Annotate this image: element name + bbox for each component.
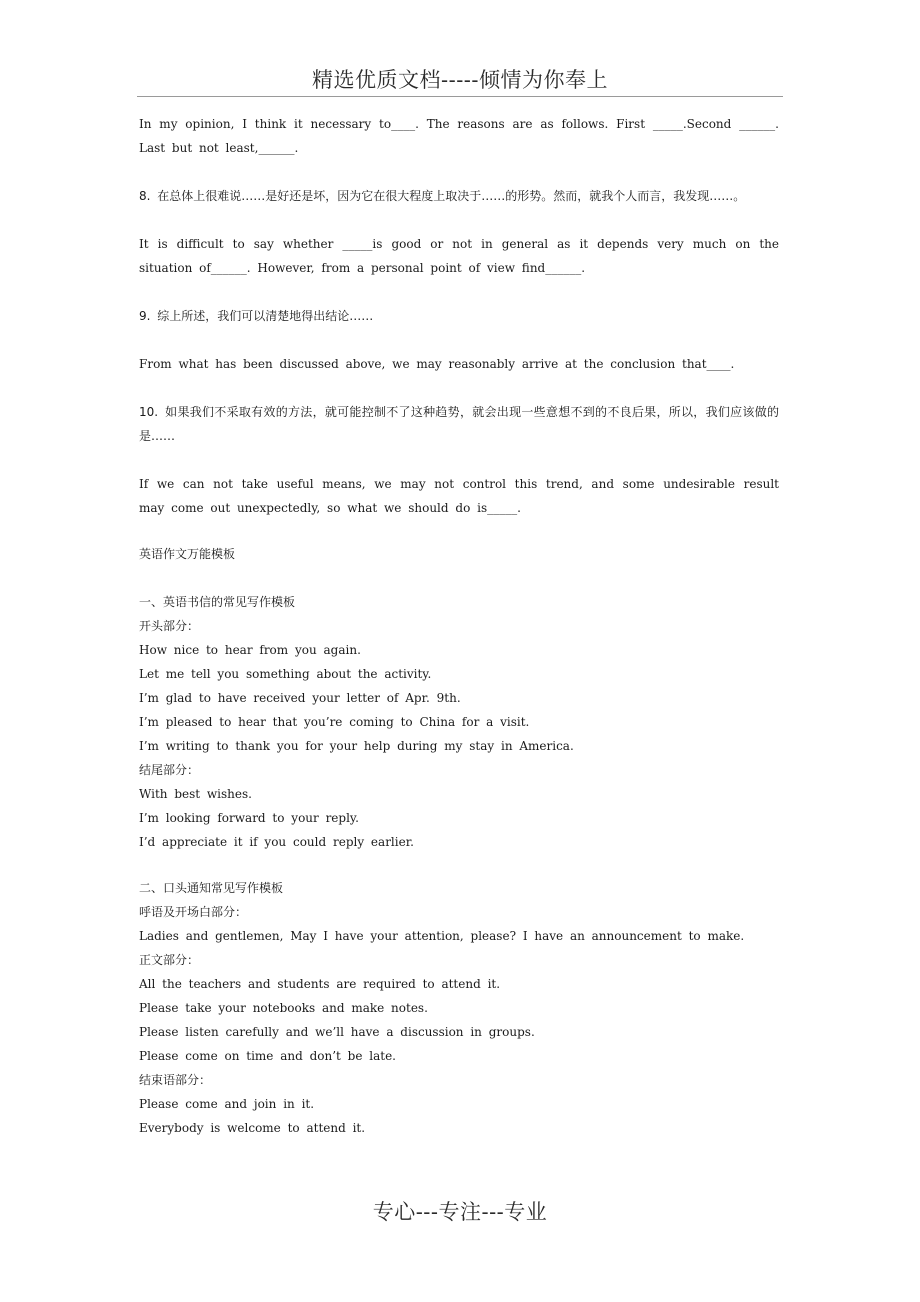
letter-closing-line: I’m looking forward to your reply. — [139, 811, 359, 825]
page-header: 精选优质文档-----倾情为你奉上 — [312, 68, 608, 92]
letter-closing-line: I’d appreciate it if you could reply earlier. — [139, 835, 414, 849]
item-8-chinese: 8. 在总体上很难说……是好还是坏，因为它在很大程度上取决于……的形势。然而，就我个人而言，我发现……。 — [139, 189, 746, 203]
letter-closing-line: With best wishes. — [139, 787, 252, 801]
section-title: 英语作文万能模板 — [139, 547, 236, 561]
letter-opening-label: 开头部分： — [139, 619, 200, 633]
header-divider — [137, 96, 783, 97]
notice-greeting-label: 呼语及开场白部分： — [139, 905, 248, 919]
letter-opening-line: I’m glad to have received your letter of Apr. 9th. — [139, 691, 461, 705]
letter-heading: 一、英语书信的常见写作模板 — [139, 595, 296, 609]
document-body — [139, 112, 779, 1140]
notice-ending-line: Everybody is welcome to attend it. — [139, 1121, 366, 1135]
notice-greeting-line: Ladies and gentlemen, May I have your attention, please? I have an announcement to make. — [139, 929, 745, 943]
letter-opening-line: I’m pleased to hear that you’re coming to China for a visit. — [139, 715, 530, 729]
letter-opening-line: Let me tell you something about the activity. — [139, 667, 432, 681]
notice-body-label: 正文部分： — [139, 953, 200, 967]
item-10-chinese: 10. 如果我们不采取有效的方法，就可能控制不了这种趋势，就会出现一些意想不到的不良后果，所以，我们应该做的是…… — [139, 405, 779, 443]
notice-body-line: Please come on time and don’t be late. — [139, 1049, 396, 1063]
notice-ending-line: Please come and join in it. — [139, 1097, 315, 1111]
page-footer: 专心---专注---专业 — [372, 1200, 548, 1224]
letter-opening-line: I’m writing to thank you for your help during my stay in America. — [139, 739, 574, 753]
notice-heading: 二、口头通知常见写作模板 — [139, 881, 284, 895]
item-9-english: From what has been discussed above, we may reasonably arrive at the conclusion that____. — [139, 357, 735, 371]
letter-opening-line: How nice to hear from you again. — [139, 643, 361, 657]
notice-ending-label: 结束语部分： — [139, 1073, 212, 1087]
paragraph-opinion-en: In my opinion, I think it necessary to____. The reasons are as follows. First _____.Second ______. Last but not least,______. — [139, 117, 779, 155]
notice-body-line: Please listen carefully and we’ll have a discussion in groups. — [139, 1025, 535, 1039]
item-10-english: If we can not take useful means, we may not control this trend, and some undesirable result may come out unexpectedly, so what we should do is_____. — [139, 477, 779, 515]
letter-closing-label: 结尾部分： — [139, 763, 200, 777]
item-9-chinese: 9. 综上所述，我们可以清楚地得出结论…… — [139, 309, 374, 323]
notice-body-line: All the teachers and students are required to attend it. — [139, 977, 501, 991]
notice-body-line: Please take your notebooks and make notes. — [139, 1001, 428, 1015]
item-8-english: It is difficult to say whether _____is good or not in general as it depends very much on the situation of______. However, from a personal point of view find______. — [139, 237, 779, 275]
